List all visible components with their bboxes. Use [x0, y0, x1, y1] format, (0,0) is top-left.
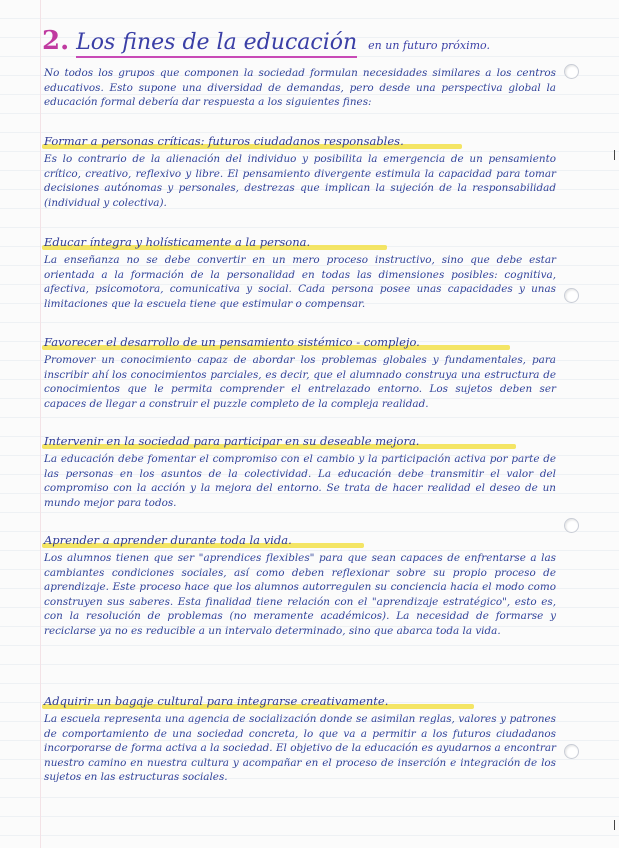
section-heading: Favorecer el desarrollo de un pensamiento sistémico - complejo. — [44, 335, 420, 349]
section-body: Promover un conocimiento capaz de abordar los problemas globales y fundamentales, para inscribir ahí los conocimientos parciales, es decir, que el alumnado construya una estructura de conocimientos que le permita comprender el entrelazado entorno. Los sujetos deben ser capaces de llegar a construir el puzzle completo de la compleja realidad. — [44, 354, 556, 410]
section-heading: Adquirir un bagaje cultural para integrarse creativamente. — [44, 694, 389, 708]
title-tail: en un futuro próximo. — [368, 39, 490, 52]
edge-mark — [614, 820, 615, 830]
intro-paragraph: No todos los grupos que componen la sociedad formulan necesidades similares a los centros educativos. Esto supone una diversidad de demandas, pero desde una perspectiva global la educación formal debería dar respuesta a los siguientes fines: — [44, 67, 556, 109]
title-number: 2. — [42, 26, 70, 56]
section-body: Es lo contrario de la alienación del individuo y posibilita la emergencia de un pensamiento crítico, creativo, reflexivo y libre. El pensamiento divergente estimula la capacidad para tomar decisiones autónomas y personales, destrezas que implican la sujeción de la responsabilidad (individual y colectiva). — [44, 153, 556, 209]
edge-mark — [614, 150, 615, 160]
section-heading: Formar a personas críticas: futuros ciudadanos responsables. — [44, 134, 404, 148]
title-main: Los fines de la educación — [76, 30, 357, 58]
section-body: La educación debe fomentar el compromiso con el cambio y la participación activa por parte de las personas en los asuntos de la colectividad. La educación debe transmitir el valor del compromiso con la acción y la mejora del entorno. Se trata de hacer realidad el deseo de un mundo mejor para todos. — [44, 453, 556, 509]
binder-hole — [564, 744, 579, 759]
section-body: La enseñanza no se debe convertir en un mero proceso instructivo, sino que debe estar orientada a la formación de la personalidad en todas las dimensiones posibles: cognitiva, afectiva, psicomotora, comunicativa y social. Cada persona posee unas capacidades y unas limitaciones que la escuela tiene que estimular o compensar. — [44, 254, 556, 310]
section-body: La escuela representa una agencia de socialización donde se asimilan reglas, valores y patrones de comportamiento de una sociedad concreta, lo que va a permitir a los futuros ciudadanos incorporarse de forma activa a la sociedad. El objetivo de la educación es ayudarnos a encontrar nuestro camino en nuestra cultura y acompañar en el proceso de inserción e integración de los sujetos en las estructuras sociales. — [44, 713, 556, 784]
section-heading: Aprender a aprender durante toda la vida. — [44, 533, 292, 547]
section-heading: Educar íntegra y holísticamente a la persona. — [44, 235, 311, 249]
margin-line — [40, 0, 41, 848]
section-body: Los alumnos tienen que ser "aprendices flexibles" para que sean capaces de enfrentarse a las cambiantes condiciones sociales, así como deben reflexionar sobre su propio proceso de aprendizaje. Este proceso hace que los alumnos autorregulen su conciencia hacia el modo como construyen sus saberes. Esta finalidad tiene relación con el "aprendizaje estratégico", esto es, con la resolución de problemas (no meramente académicos). La necesidad de formarse y reciclarse ya no es reducible a un intervalo determinado, sino que abarca toda la vida. — [44, 552, 556, 637]
section-heading: Intervenir en la sociedad para participar en su deseable mejora. — [44, 434, 420, 448]
page-title — [42, 26, 490, 56]
binder-hole — [564, 288, 579, 303]
binder-hole — [564, 518, 579, 533]
binder-hole — [564, 64, 579, 79]
